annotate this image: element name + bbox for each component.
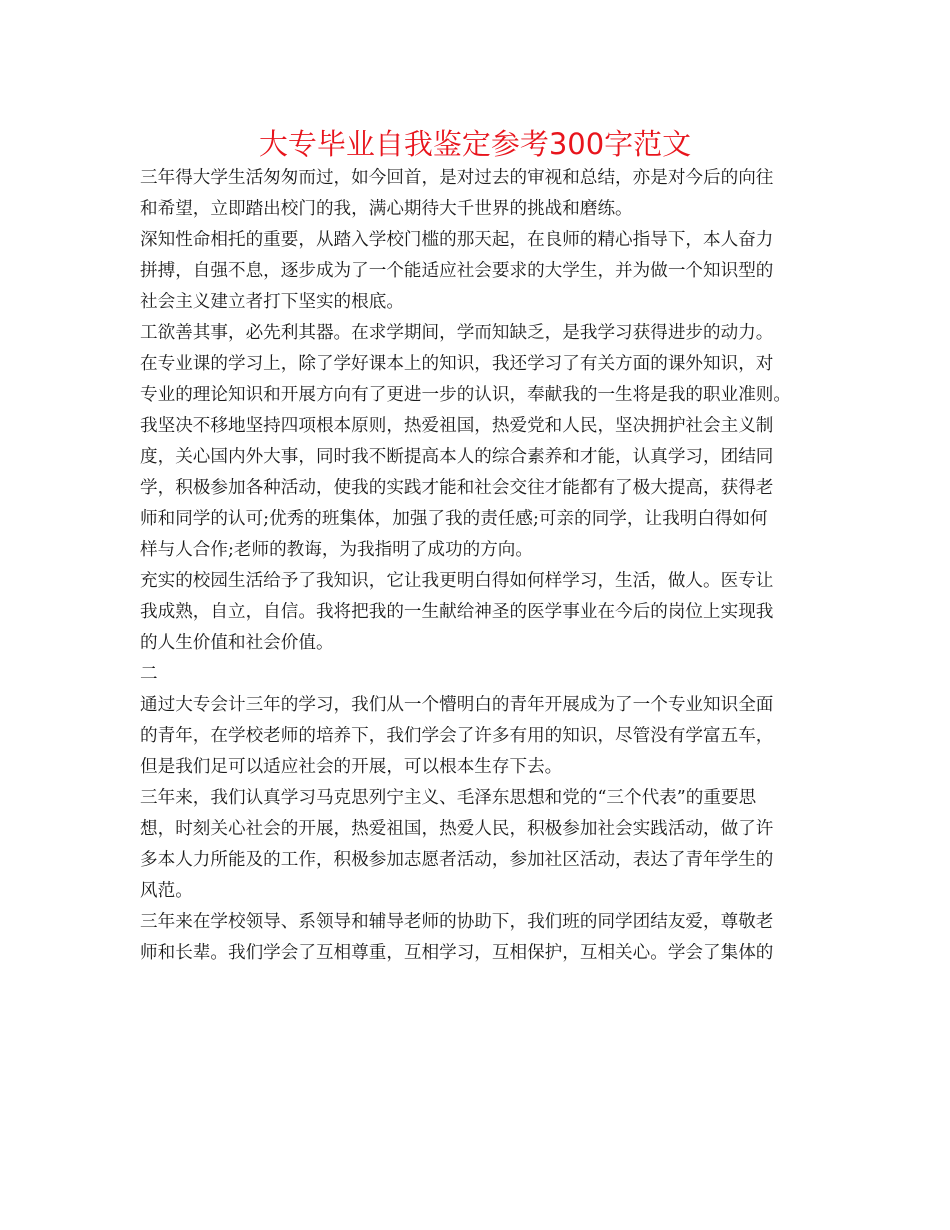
text-line: 想，时刻关心社会的开展，热爱祖国，热爱人民，积极参加社会实践活动，做了许 [140,819,774,839]
text-line: 在专业课的学习上，除了学好课本上的知识，我还学习了有关方面的课外知识，对 [140,354,774,374]
text-line: 风范。 [140,881,193,901]
text-line: 学，积极参加各种活动，使我的实践才能和社会交往才能都有了极大提高，获得老 [140,478,774,498]
text-line: 师和同学的认可;优秀的班集体，加强了我的责任感;可亲的同学，让我明白得如何 [140,509,768,529]
text-line: 二 [140,664,158,684]
document-body [140,163,830,969]
text-line: 多本人力所能及的工作，积极参加志愿者活动，参加社区活动，表达了青年学生的 [140,850,774,870]
text-line: 工欲善其事，必先利其器。在求学期间，学而知缺乏，是我学习获得进步的动力。 [140,323,774,343]
text-line: 三年来，我们认真学习马克思列宁主义、毛泽东思想和党的“三个代表”的重要思 [140,788,757,808]
text-line: 充实的校园生活给予了我知识，它让我更明白得如何样学习，生活，做人。医专让 [140,571,774,591]
text-line: 度，关心国内外大事，同时我不断提高本人的综合素养和才能，认真学习，团结同 [140,447,774,467]
text-line: 通过大专会计三年的学习，我们从一个懵明白的青年开展成为了一个专业知识全面 [140,695,774,715]
text-line: 我成熟，自立，自信。我将把我的一生献给神圣的医学事业在今后的岗位上实现我 [140,602,774,622]
text-line: 的青年，在学校老师的培养下，我们学会了许多有用的知识，尽管没有学富五车， [140,726,774,746]
document-title: 大专毕业自我鉴定参考300字范文 [258,127,692,161]
text-line: 拼搏，自强不息，逐步成为了一个能适应社会要求的大学生，并为做一个知识型的 [140,261,774,281]
text-line: 我坚决不移地坚持四项根本原则，热爱祖国，热爱党和人民，坚决拥护社会主义制 [140,416,774,436]
text-line: 样与人合作;老师的教诲，为我指明了成功的方向。 [140,540,533,560]
text-line: 但是我们足可以适应社会的开展，可以根本生存下去。 [140,757,563,777]
text-line: 三年来在学校领导、系领导和辅导老师的协助下，我们班的同学团结友爱，尊敬老 [140,912,774,932]
text-line: 的人生价值和社会价值。 [140,633,334,653]
text-line: 专业的理论知识和开展方向有了更进一步的认识，奉献我的一生将是我的职业准则。 [140,385,791,405]
text-line: 和希望，立即踏出校门的我，满心期待大千世界的挑战和磨练。 [140,199,633,219]
text-line: 社会主义建立者打下坚实的根底。 [140,292,404,312]
text-line: 师和长辈。我们学会了互相尊重，互相学习，互相保护，互相关心。学会了集体的 [140,943,774,963]
text-line: 深知性命相托的重要，从踏入学校门槛的那天起，在良师的精心指导下，本人奋力 [140,230,774,250]
text-line: 三年得大学生活匆匆而过，如今回首，是对过去的审视和总结，亦是对今后的向往 [140,168,774,188]
